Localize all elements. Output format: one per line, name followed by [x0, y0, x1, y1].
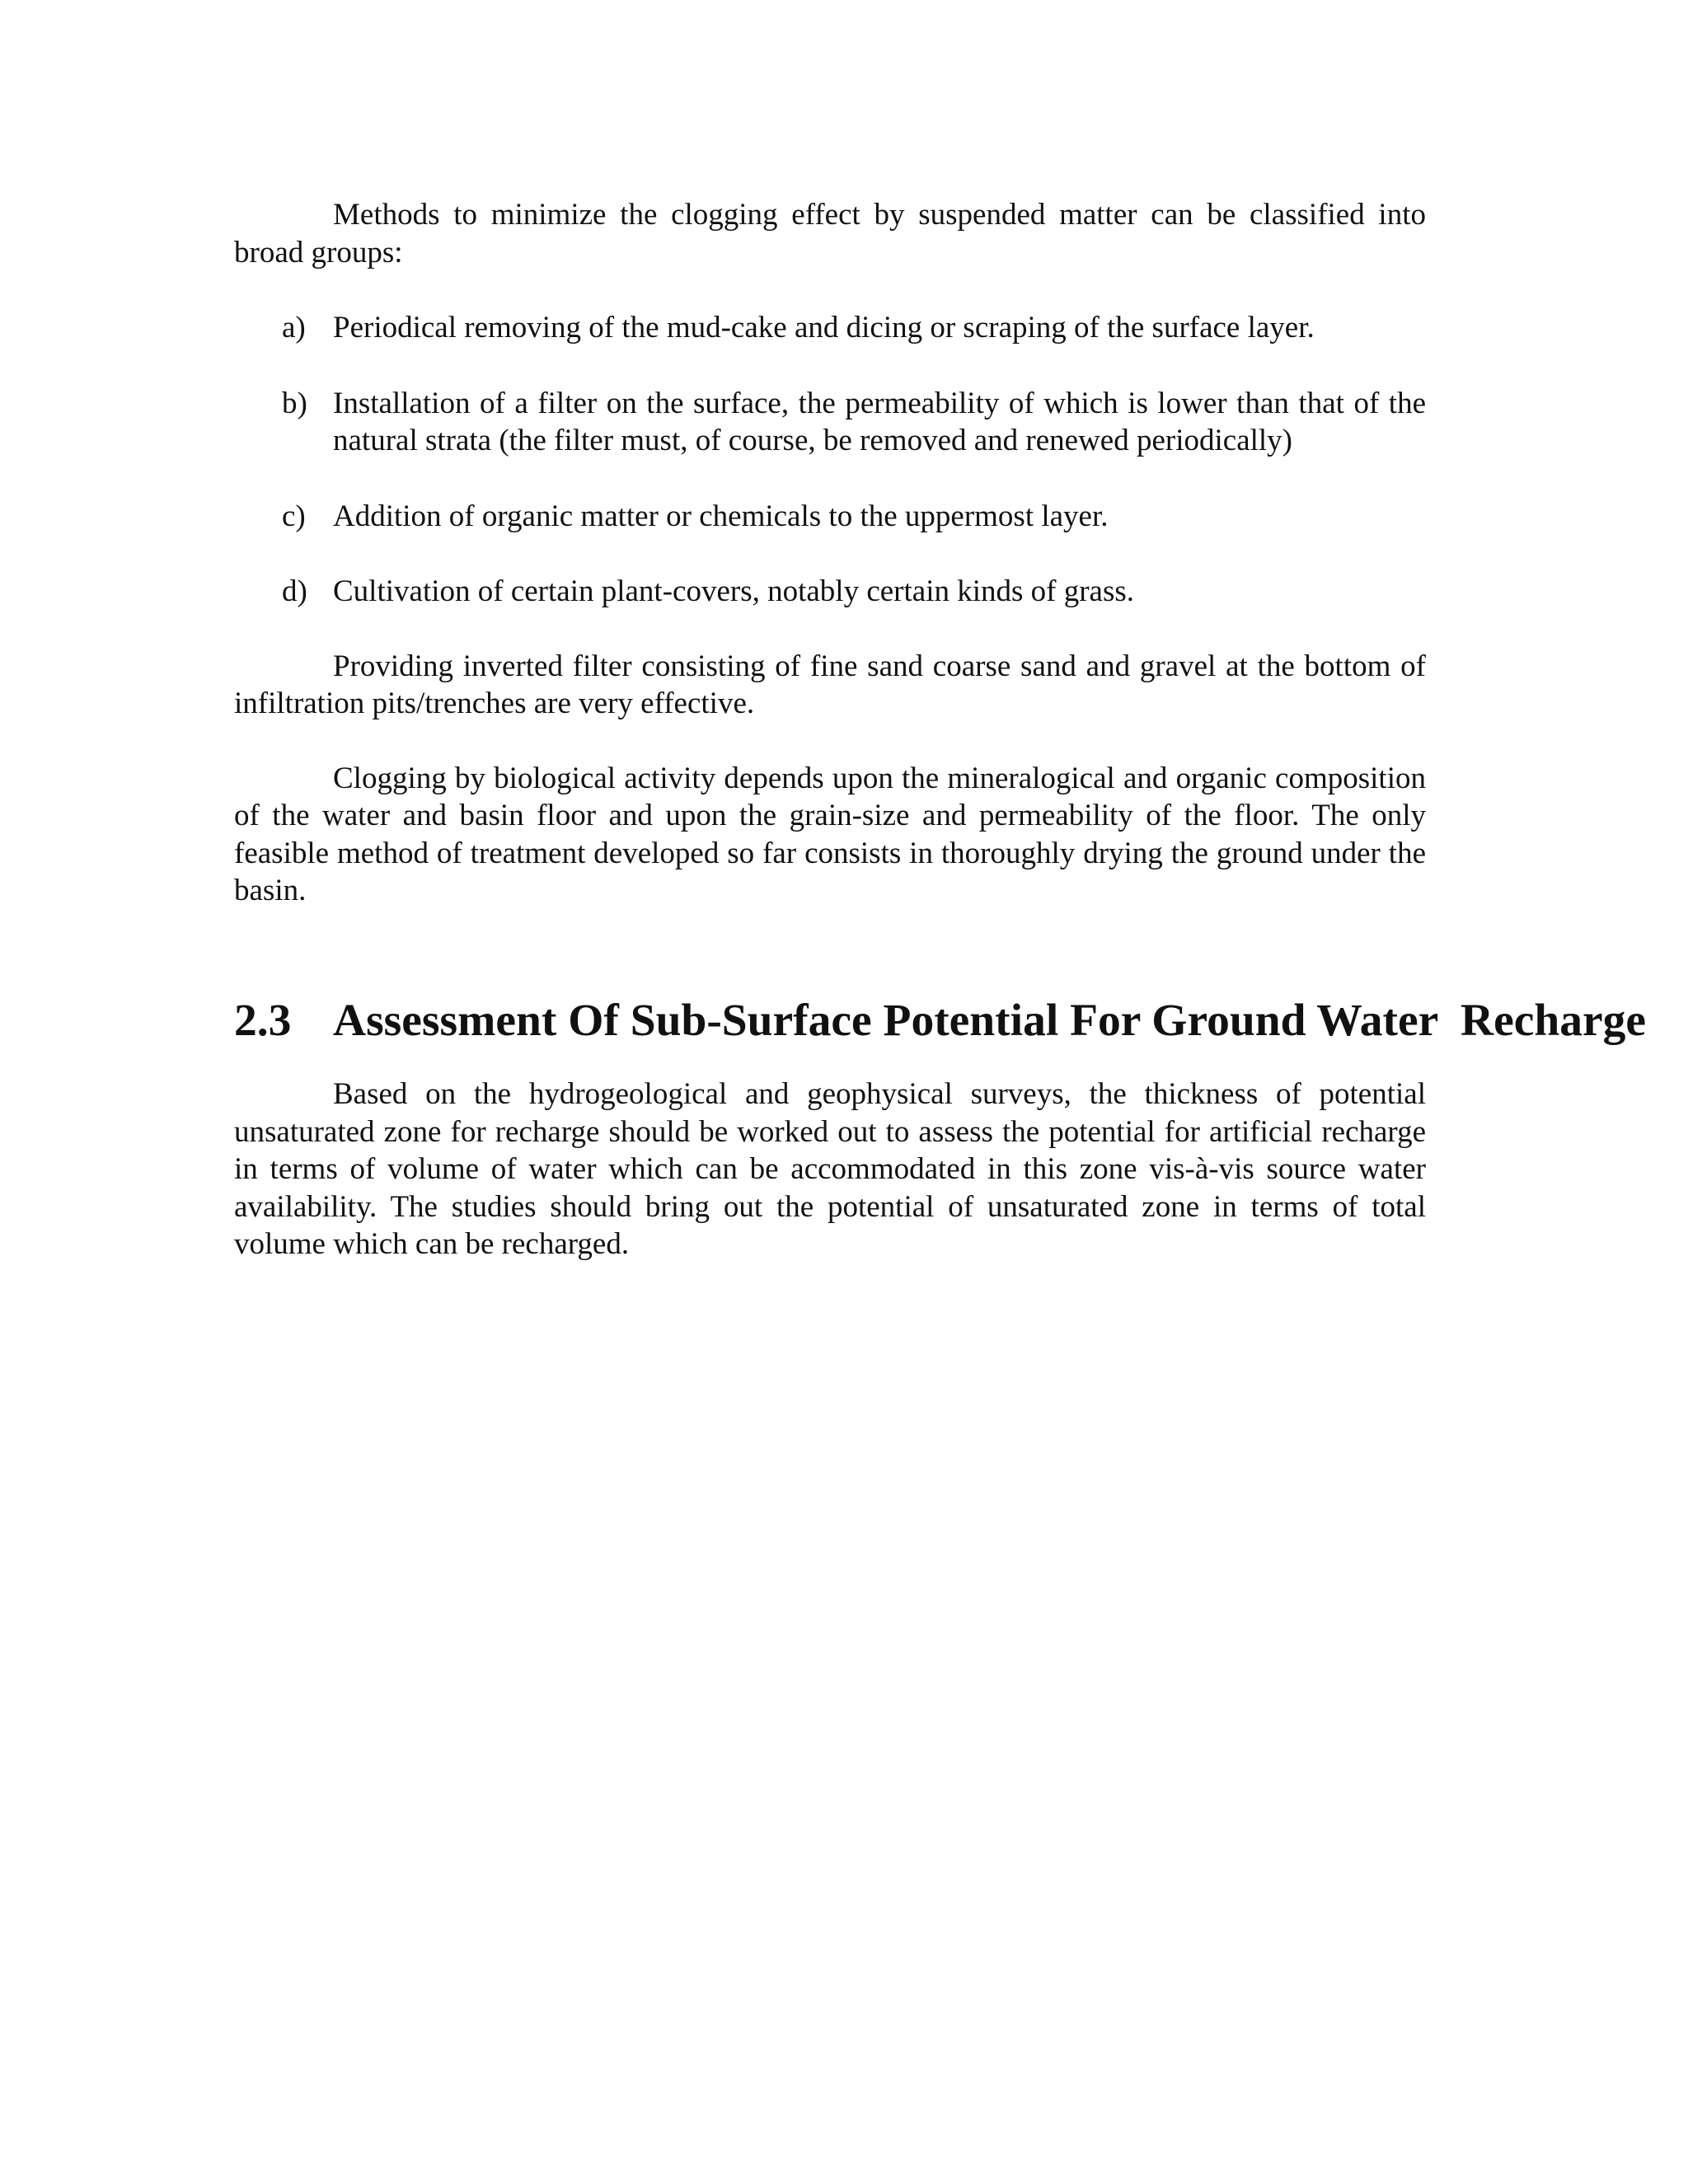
- list-item-text: Cultivation of certain plant-covers, notably certain kinds of grass.: [333, 574, 1135, 608]
- list-item-text: Addition of organic matter or chemicals to the uppermost layer.: [333, 499, 1109, 533]
- list-item: [234, 385, 1426, 460]
- list-marker: c): [282, 499, 306, 533]
- list-item-text: Installation of a filter on the surface, the permeability of which is lower than that of the natural strata (the filter must, of course, be removed and renewed periodically): [333, 386, 1426, 457]
- list-marker: b): [282, 386, 307, 420]
- inverted-filter-paragraph: Providing inverted filter consisting of fine sand coarse sand and gravel at the bottom of infiltration pits/trenches are very effective.: [234, 649, 1426, 720]
- section-number: 2.3: [234, 995, 292, 1046]
- list-item: [234, 573, 1426, 611]
- intro-paragraph: Methods to minimize the clogging effect by suspended matter can be classified into broad groups:: [234, 198, 1426, 269]
- section-heading: [234, 995, 1646, 1046]
- list-marker: a): [282, 311, 306, 344]
- text-column: [234, 196, 1646, 1263]
- list-item-text: Periodical removing of the mud-cake and dicing or scraping of the surface layer.: [333, 311, 1315, 344]
- list-marker: d): [282, 574, 307, 608]
- list-item: [234, 309, 1426, 347]
- section-title: Assessment Of Sub-Surface Potential For Ground Water Recharge: [333, 995, 1646, 1046]
- section-body-paragraph: Based on the hydrogeological and geophysical surveys, the thickness of potential unsaturated zone for recharge should be worked out to assess the potential for artificial recharge in terms of volume of water which can be accommodated in this zone vis-à-vis source water availability. The studies should bring out the potential of unsaturated zone in terms of total volume which can be recharged.: [234, 1077, 1426, 1261]
- clogging-methods-list: [234, 309, 1426, 611]
- list-item: [234, 498, 1426, 536]
- biological-clogging-paragraph: Clogging by biological activity depends upon the mineralogical and organic composition of the water and basin floor and upon the grain-size and permeability of the floor. The only feasible method of treatment developed so far consists in thoroughly drying the ground under the basin.: [234, 761, 1426, 907]
